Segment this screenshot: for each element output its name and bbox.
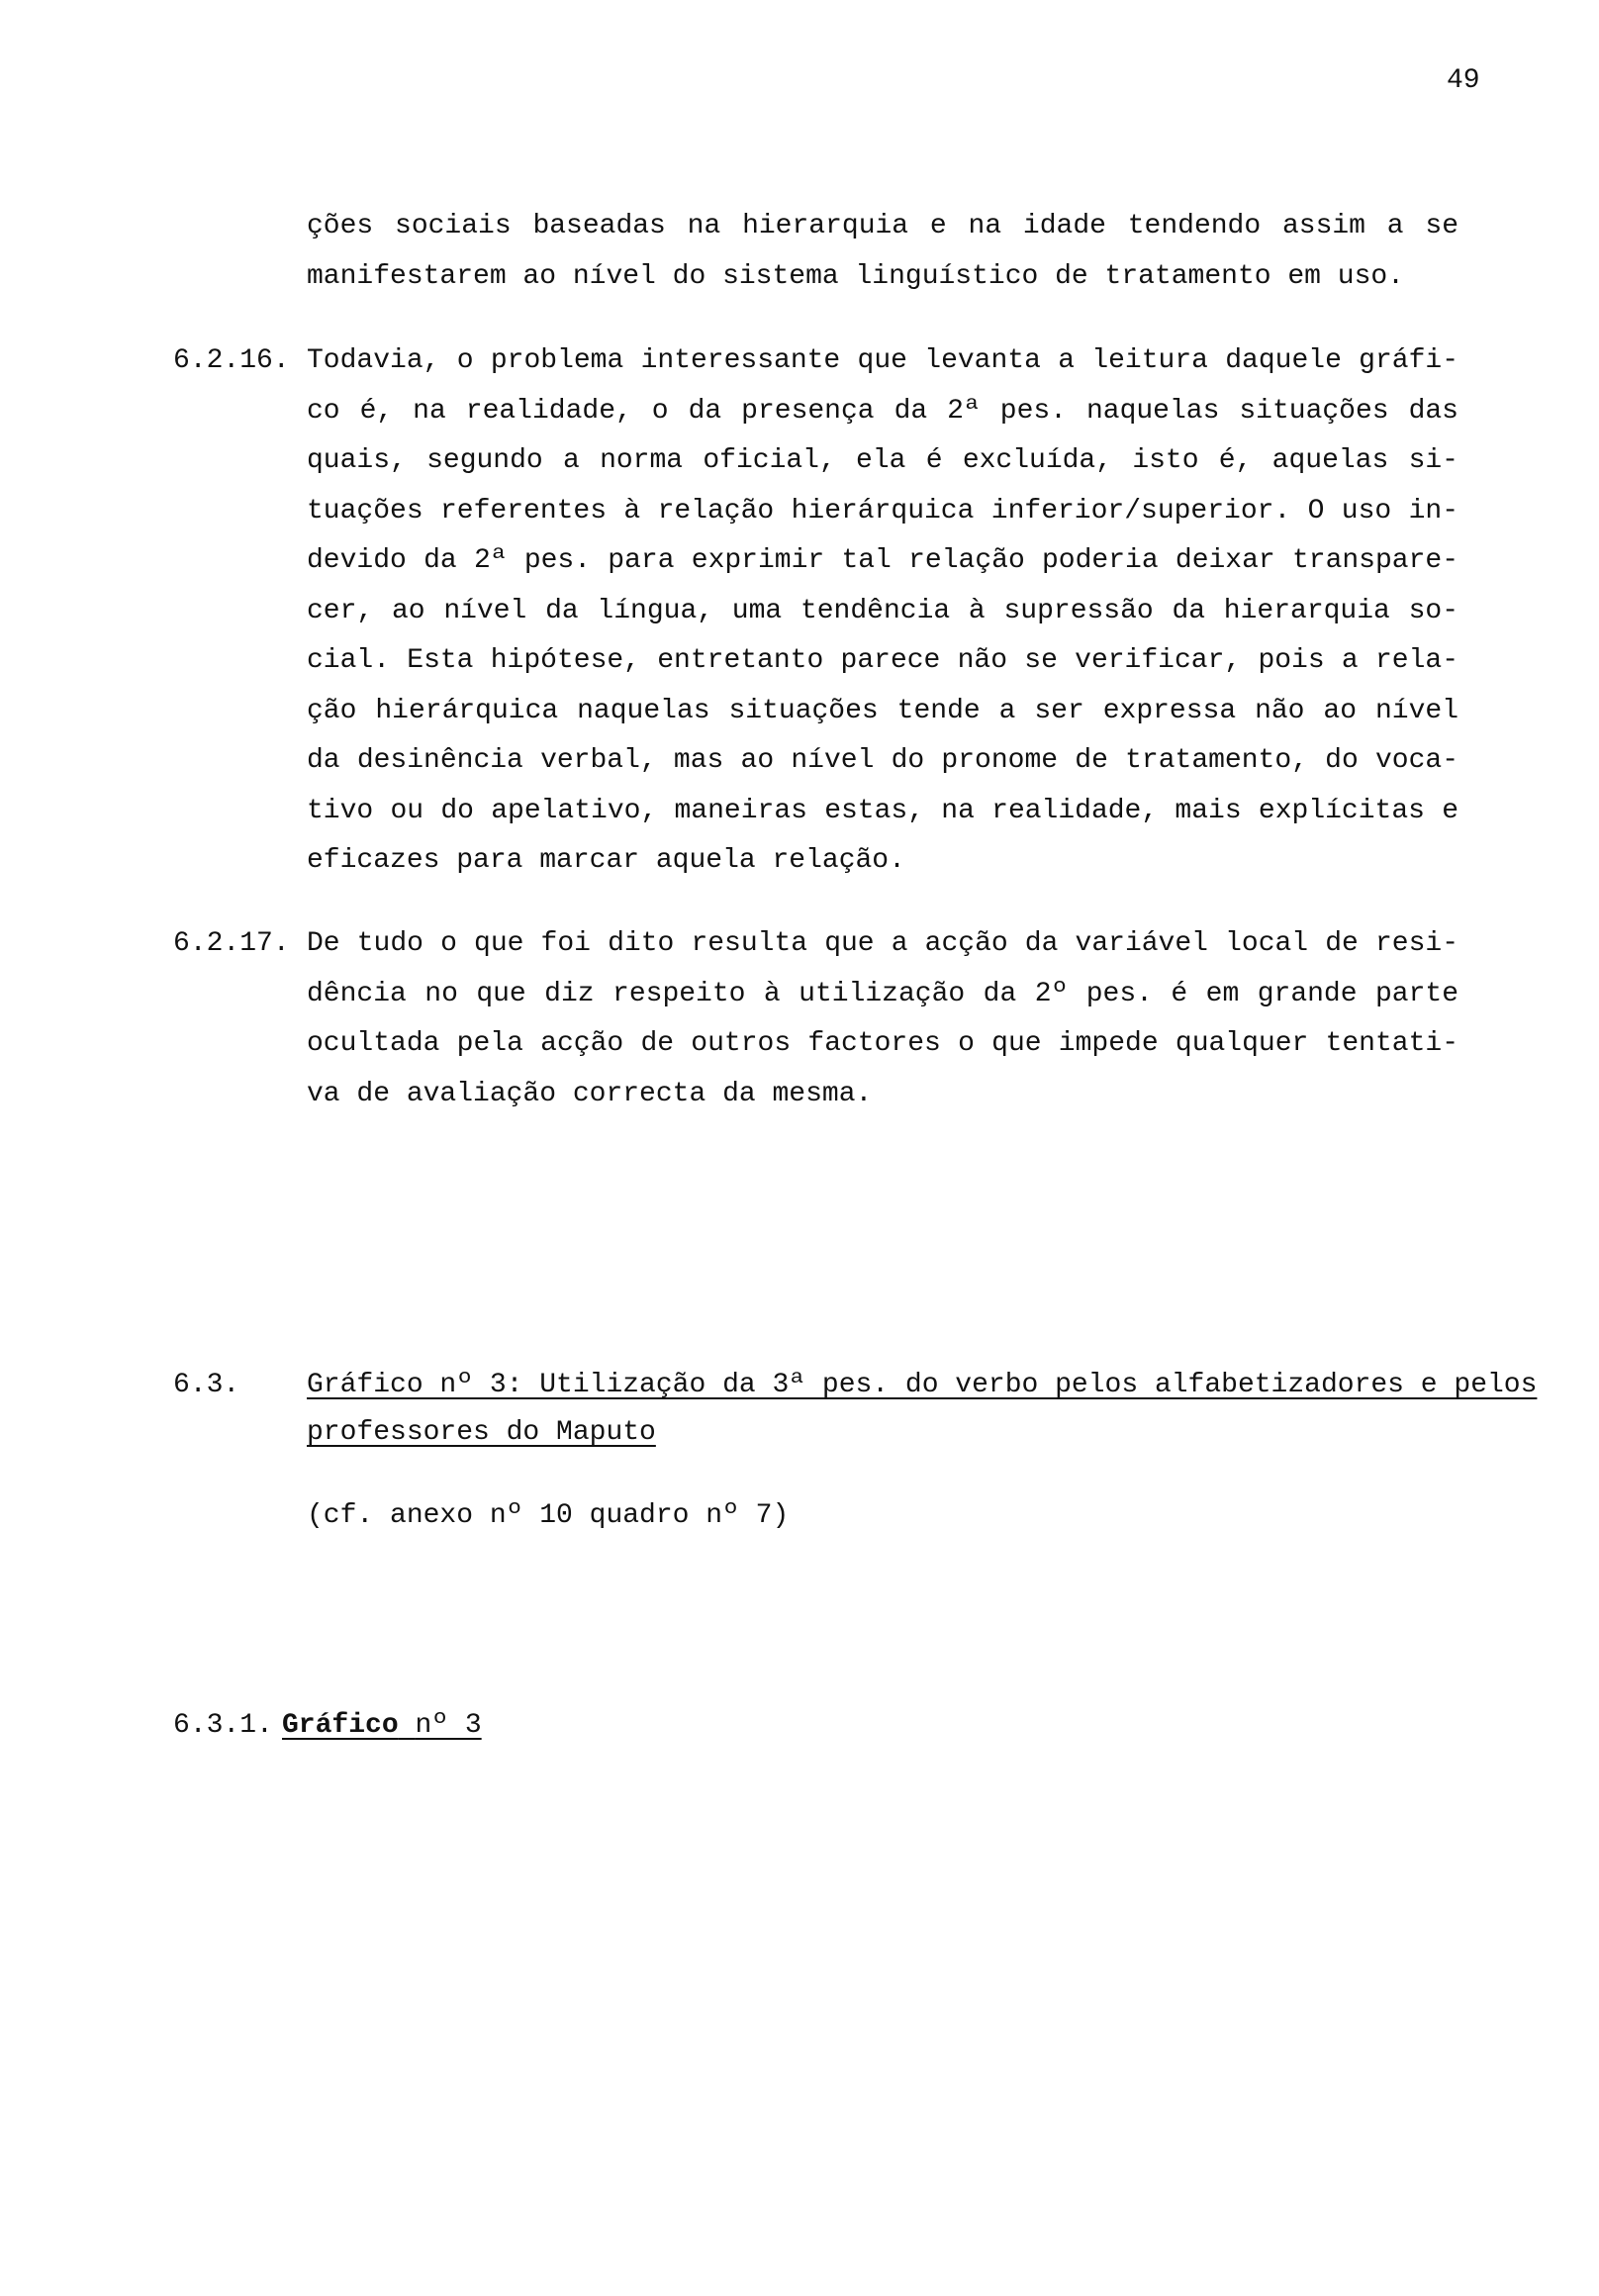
paragraph-line: dência no que diz respeito à utilização da 2º pes. é em grande parte [307, 978, 1458, 1009]
intro-line: ções sociais baseadas na hierarquia e na idade tendendo assim a se [307, 211, 1458, 241]
heading-line: professores do Maputo [307, 1417, 656, 1448]
paragraph-line: da desinência verbal, mas ao nível do pronome de tratamento, do voca- [307, 745, 1458, 776]
paragraph-line: De tudo o que foi dito resulta que a acção da variável local de resi- [307, 928, 1458, 959]
heading-bold: Gráfico [282, 1710, 399, 1741]
subsection-heading [282, 1709, 1434, 1743]
section-heading [307, 1369, 1538, 1402]
paragraph-line: cial. Esta hipótese, entretanto parece não se verificar, pois a rela- [307, 645, 1458, 676]
intro-line: manifestarem ao nível do sistema linguístico de tratamento em uso. [307, 261, 1404, 292]
paragraph-line: va de avaliação correcta da mesma. [307, 1078, 873, 1109]
paragraph-line: cer, ao nível da língua, uma tendência à supressão da hierarquia so- [307, 595, 1458, 626]
reference: (cf. anexo nº 10 quadro nº 7) [307, 1500, 790, 1531]
heading-line: Gráfico nº 3: Utilização da 3ª pes. do verbo pelos alfabetizadores e pelos [307, 1370, 1538, 1400]
section-number: 6.3. [173, 1370, 240, 1400]
heading-rest: nº 3 [415, 1710, 482, 1741]
section-number: 6.3.1. [173, 1710, 273, 1741]
paragraph-line: co é, na realidade, o da presença da 2ª pes. naquelas situações das [307, 395, 1458, 427]
paragraph-line: eficazes para marcar aquela relação. [307, 845, 905, 876]
paragraph-line: tivo ou do apelativo, maneiras estas, na realidade, mais explícitas e [307, 795, 1458, 826]
page-number: 49 [1447, 65, 1480, 96]
paragraph-line: ção hierárquica naquelas situações tende a ser expressa não ao nível [307, 695, 1458, 726]
paragraph-line: ocultada pela acção de outros factores o que impede qualquer tentati- [307, 1028, 1458, 1059]
paragraph-line: quais, segundo a norma oficial, ela é excluída, isto é, aquelas si- [307, 445, 1458, 476]
section-number: 6.2.17. [173, 928, 290, 959]
section-heading [307, 1416, 1458, 1450]
paragraph-line: devido da 2ª pes. para exprimir tal relação poderia deixar transpare- [307, 545, 1458, 576]
section-number: 6.2.16. [173, 345, 290, 376]
paragraph-line: Todavia, o problema interessante que levanta a leitura daquele gráfi- [307, 345, 1458, 376]
paragraph-line: tuações referentes à relação hierárquica inferior/superior. O uso in- [307, 495, 1458, 526]
